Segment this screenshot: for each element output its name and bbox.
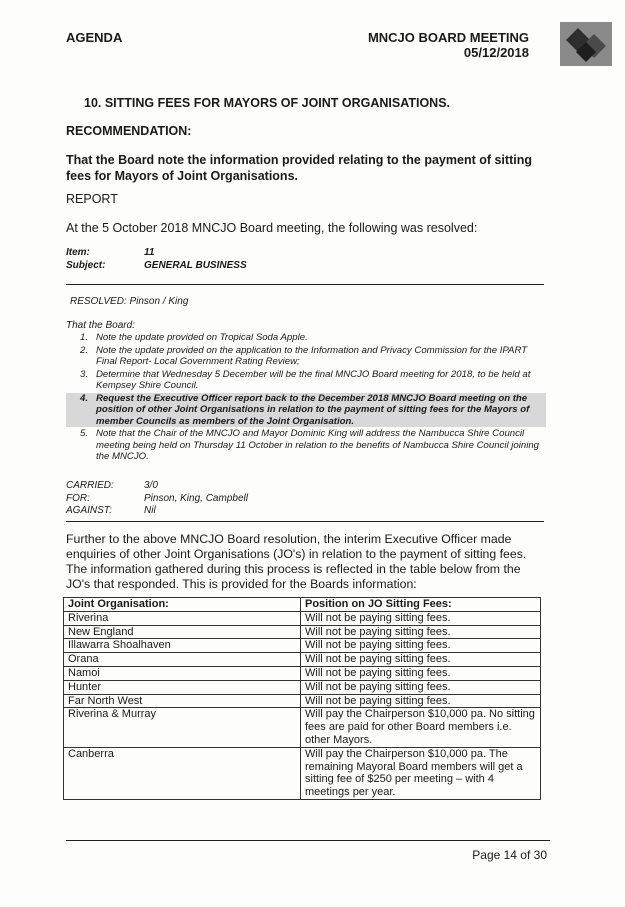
item-label: Item:	[66, 247, 90, 258]
joint-organisation-cell: Namoi	[64, 666, 301, 680]
header-meeting-title: MNCJO BOARD MEETING	[367, 30, 529, 45]
page-number: Page 14 of 30	[472, 848, 547, 862]
resolution-number: 4.	[79, 392, 88, 404]
table-row	[64, 625, 541, 639]
body-paragraph: Further to the above MNCJO Board resolution, the interim Executive Officer made enquiries of other Joint Organisations (JO's) in relation to the payment of sitting fees. The information gathered during this process is reflected in the table below from the JO's that responded. This is provided for the Boards information:	[66, 532, 527, 591]
report-intro: At the 5 October 2018 MNCJO Board meeting, the following was resolved:	[66, 221, 478, 235]
for-value: Pinson, King, Campbell	[144, 492, 248, 504]
table-row	[64, 639, 541, 653]
sitting-fee-position-cell: Will not be paying sitting fees.	[301, 666, 541, 680]
sitting-fee-position-cell: Will not be paying sitting fees.	[301, 625, 541, 639]
carried-value: 3/0	[144, 480, 158, 491]
resolution-item	[66, 345, 546, 368]
sitting-fee-position-cell: Will not be paying sitting fees.	[301, 680, 541, 694]
resolved-line: RESOLVED: Pinson / King	[70, 296, 189, 307]
table-row	[64, 680, 541, 694]
sitting-fee-position-cell: Will pay the Chairperson $10,000 pa. No sitting fees are paid for other Board members i.e. other Mayors.	[301, 708, 541, 747]
resolution-text: Determine that Wednesday 5 December will be the final MNCJO Board meeting for 2018, to be held at Kempsey Shire Council.	[96, 368, 531, 391]
resolution-item	[66, 332, 546, 344]
resolution-text: Note that the Chair of the MNCJO and Mayor Dominic King will address the Nambucca Shire Council meeting being held on Thursday 11 October in relation to the benefits of Nambucca Shire Council joining the MNCJO.	[96, 428, 539, 462]
sitting-fees-table	[63, 597, 541, 800]
table-header-cell: Joint Organisation:	[64, 598, 301, 612]
that-the-board: That the Board:	[66, 320, 135, 331]
header-agenda: AGENDA	[66, 30, 123, 45]
resolution-list	[66, 332, 546, 464]
header-meeting	[368, 30, 529, 60]
joint-organisation-cell: Orana	[64, 653, 301, 667]
sitting-fee-position-cell: Will not be paying sitting fees.	[301, 639, 541, 653]
subject-value: GENERAL BUSINESS	[144, 260, 247, 271]
subject-label: Subject:	[66, 260, 106, 271]
joint-organisation-cell: Riverina & Murray	[64, 708, 301, 747]
sitting-fee-position-cell: Will not be paying sitting fees.	[301, 653, 541, 667]
mncjo-diamond-logo-icon	[560, 22, 612, 66]
divider-rule	[66, 284, 544, 285]
resolution-number: 5.	[79, 428, 88, 439]
joint-organisation-cell: Canberra	[64, 747, 301, 799]
joint-organisation-cell: Riverina	[64, 611, 301, 625]
header-meeting-date: 05/12/2018	[463, 45, 529, 60]
table-row	[64, 747, 541, 799]
resolution-text: Note the update provided on Tropical Soda Apple.	[96, 332, 308, 343]
table-row	[64, 708, 541, 747]
against-label: AGAINST:	[66, 505, 112, 516]
footer-rule	[66, 840, 550, 841]
resolution-number: 3.	[79, 368, 88, 380]
item-value: 11	[144, 247, 155, 258]
joint-organisation-cell: Illawarra Shoalhaven	[64, 639, 301, 653]
joint-organisation-cell: New England	[64, 625, 301, 639]
table-header-cell: Position on JO Sitting Fees:	[301, 598, 541, 612]
table-row	[64, 666, 541, 680]
table-row	[64, 611, 541, 625]
resolution-item	[66, 393, 546, 428]
section-title: 10. SITTING FEES FOR MAYORS OF JOINT ORGANISATIONS.	[84, 96, 451, 110]
table-row	[64, 694, 541, 708]
for-label: FOR:	[66, 492, 90, 504]
resolution-text: Note the update provided on the application to the Information and Privacy Commission for the IPART Final Report- Local Government Rating Review;	[96, 344, 528, 367]
item-block	[66, 246, 247, 272]
resolution-item	[66, 369, 546, 392]
against-value: Nil	[144, 505, 156, 516]
resolution-item	[66, 428, 546, 463]
carried-label: CARRIED:	[66, 480, 114, 491]
joint-organisation-cell: Far North West	[64, 694, 301, 708]
table-header-row	[64, 598, 541, 612]
vote-block	[66, 480, 248, 518]
joint-organisation-cell: Hunter	[64, 680, 301, 694]
recommendation-heading: RECOMMENDATION:	[66, 124, 192, 138]
divider-rule	[66, 521, 544, 522]
resolution-number: 2.	[79, 344, 88, 356]
sitting-fee-position-cell: Will not be paying sitting fees.	[301, 611, 541, 625]
recommendation-text: That the Board note the information provided relating to the payment of sitting fees for Mayors of Joint Organisations.	[66, 153, 532, 183]
resolution-text: Request the Executive Officer report back to the December 2018 MNCJO Board meeting on the position of other Joint Organisations in relation to the payment of sitting fees for the Mayors of member Councils as members of the Joint Organisation.	[96, 392, 530, 427]
sitting-fee-position-cell: Will pay the Chairperson $10,000 pa. The remaining Mayoral Board members will get a sitting fee of $250 per meeting – with 4 meetings per year.	[301, 747, 541, 799]
table-row	[64, 653, 541, 667]
sitting-fee-position-cell: Will not be paying sitting fees.	[301, 694, 541, 708]
resolution-number: 1.	[79, 332, 88, 343]
report-heading: REPORT	[66, 192, 118, 206]
